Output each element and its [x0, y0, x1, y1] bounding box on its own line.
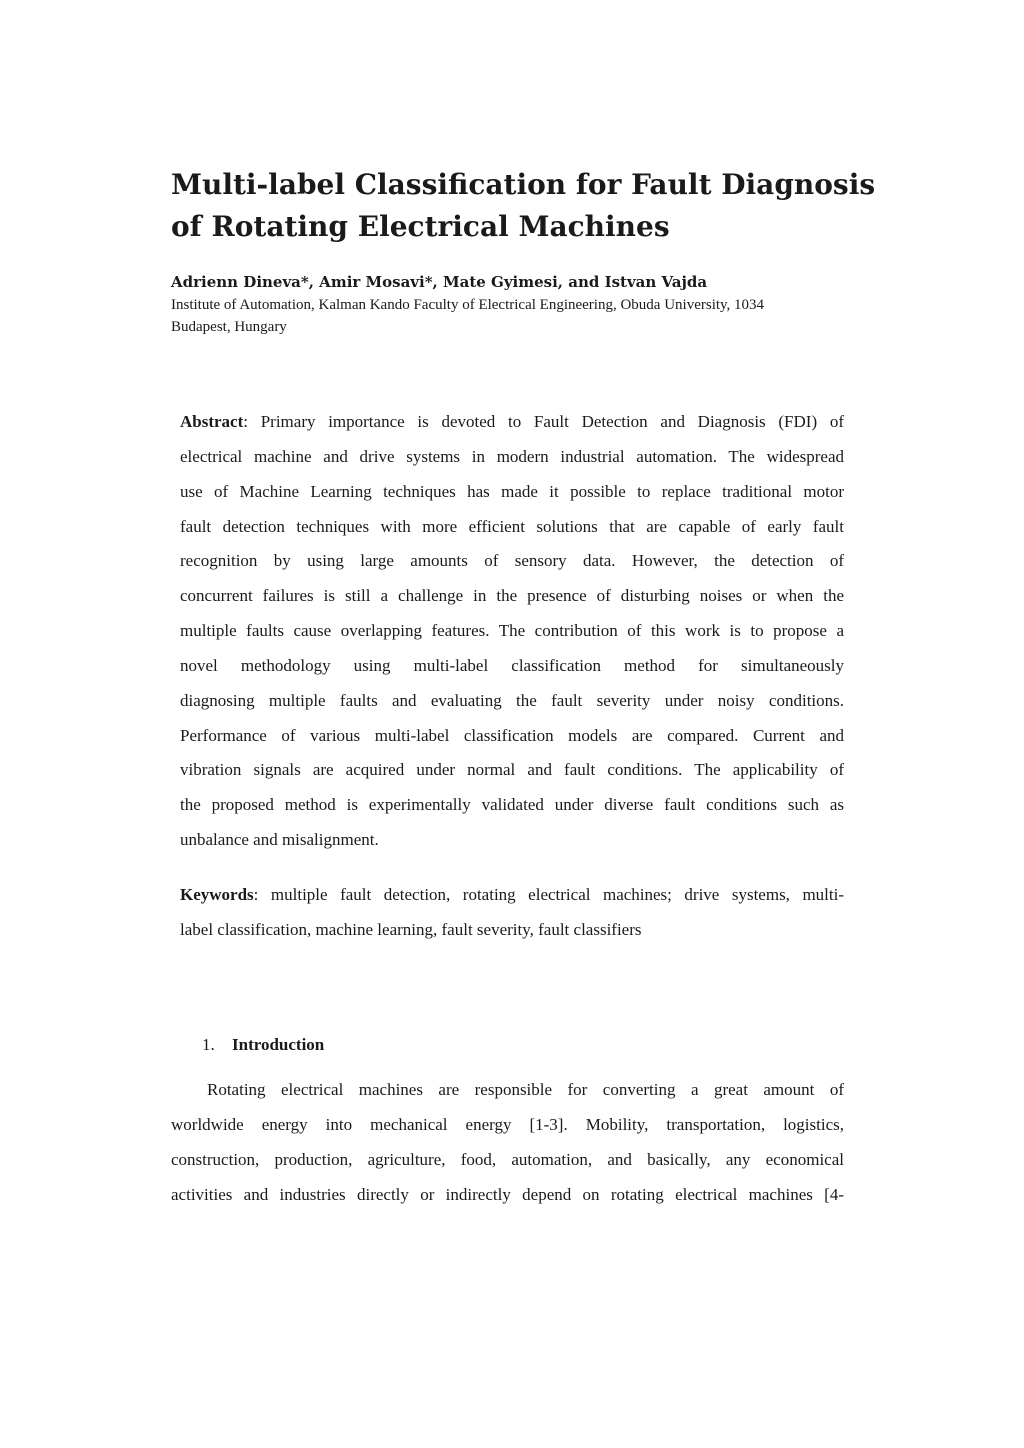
keywords-label: Keywords — [180, 885, 254, 904]
abstract-line: use of Machine Learning techniques has made it possible to replace traditional motor — [180, 481, 844, 501]
abstract — [180, 405, 844, 858]
abstract-line: electrical machine and drive systems in modern industrial automation. The widespread — [180, 446, 844, 466]
abstract-first-line-text: : Primary importance is devoted to Fault Detection and Diagnosis (FDI) of — [243, 412, 844, 431]
abstract-line: Performance of various multi-label classification models are compared. Current and — [180, 725, 844, 745]
abstract-line: novel methodology using multi-label classification method for simultaneously — [180, 655, 844, 675]
intro-line: Rotating electrical machines are responsible for converting a great amount of — [207, 1080, 844, 1099]
section-heading-introduction — [202, 1033, 324, 1057]
abstract-line: unbalance and misalignment. — [180, 830, 379, 850]
title-line: of Rotating Electrical Machines — [171, 210, 670, 243]
intro-line: construction, production, agriculture, food, automation, and basically, any economical — [171, 1149, 844, 1169]
title-line: Multi-label Classification for Fault Diagnosis — [171, 168, 876, 201]
abstract-line: concurrent failures is still a challenge in the presence of disturbing noises or when the — [180, 586, 844, 606]
affiliation — [171, 294, 851, 338]
abstract-line — [180, 405, 844, 440]
introduction-body — [171, 1073, 844, 1213]
keywords-line: label classification, machine learning, fault severity, fault classifiers — [180, 919, 642, 939]
abstract-label: Abstract — [180, 412, 244, 431]
intro-line: worldwide energy into mechanical energy [1-3]. Mobility, transportation, logistics, — [171, 1114, 844, 1134]
abstract-line: vibration signals are acquired under normal and fault conditions. The applicability of — [180, 760, 844, 780]
abstract-line: the proposed method is experimentally validated under diverse fault conditions such as — [180, 795, 844, 815]
section-title: Introduction — [232, 1035, 325, 1054]
affiliation-line: Budapest, Hungary — [171, 319, 287, 335]
keywords-first-line-text: : multiple fault detection, rotating electrical machines; drive systems, multi- — [253, 885, 844, 904]
abstract-line: recognition by using large amounts of sensory data. However, the detection of — [180, 551, 844, 571]
intro-line: activities and industries directly or indirectly depend on rotating electrical machines [4- — [171, 1184, 844, 1204]
paper-title — [171, 164, 876, 248]
abstract-line: fault detection techniques with more efficient solutions that are capable of early fault — [180, 516, 844, 536]
keywords-line — [180, 878, 844, 913]
author-list: Adrienn Dineva*, Amir Mosavi*, Mate Gyimesi, and Istvan Vajda — [171, 273, 708, 291]
section-number: 1. — [202, 1035, 215, 1054]
abstract-line: multiple faults cause overlapping features. The contribution of this work is to propose a — [180, 621, 844, 641]
keywords — [180, 878, 844, 948]
abstract-line: diagnosing multiple faults and evaluating the fault severity under noisy conditions. — [180, 690, 844, 710]
affiliation-line: Institute of Automation, Kalman Kando Faculty of Electrical Engineering, Obuda University, 1034 — [171, 297, 765, 313]
